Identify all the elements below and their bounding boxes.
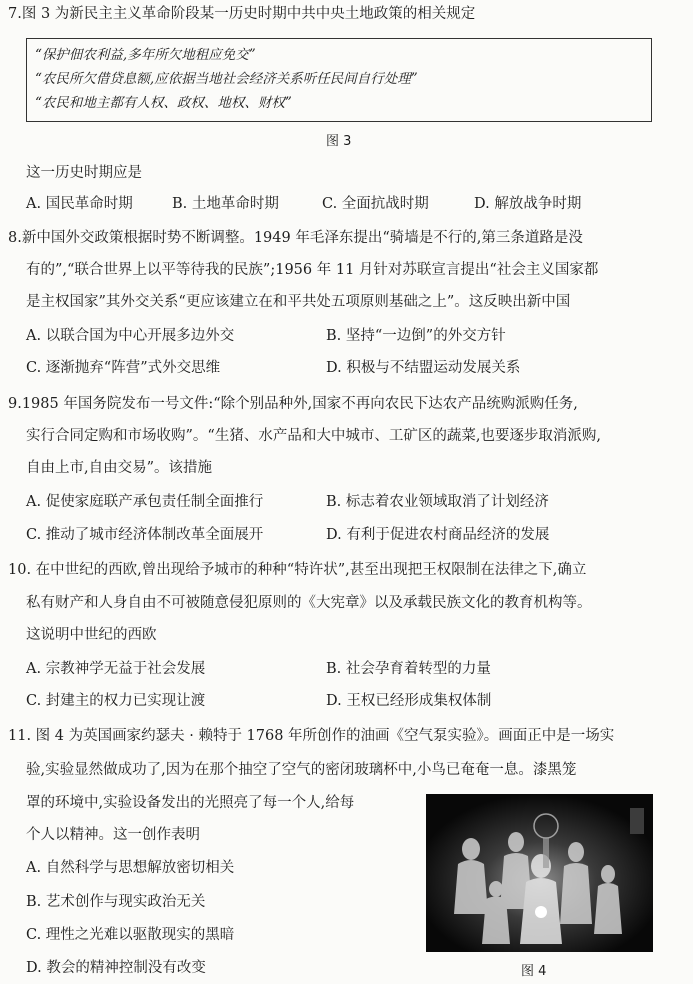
q7-option-d[interactable]: D. 解放战争时期	[474, 196, 582, 212]
q10-line-1: 10. 在中世纪的西欧,曾出现给予城市的种种“特许状”,甚至出现把王权限制在法律之下,确立	[8, 562, 587, 578]
q9-option-c[interactable]: C. 推动了城市经济体制改革全面展开	[26, 527, 264, 543]
q9-option-d[interactable]: D. 有利于促进农村商品经济的发展	[326, 527, 550, 543]
figure-4-caption: 图 4	[521, 964, 547, 979]
q7-option-c[interactable]: C. 全面抗战时期	[322, 196, 429, 212]
q8-line-2: 有的”,“联合世界上以平等待我的民族”;1956 年 11 月针对苏联宣言提出“社会主义国家都	[26, 262, 599, 278]
q10-option-a[interactable]: A. 宗教神学无益于社会发展	[26, 661, 206, 677]
q11-option-b[interactable]: B. 艺术创作与现实政治无关	[26, 894, 206, 910]
q11-line-4: 个人以精神。这一创作表明	[26, 827, 200, 843]
q11-option-a[interactable]: A. 自然科学与思想解放密切相关	[26, 860, 235, 876]
q9-option-a[interactable]: A. 促使家庭联产承包责任制全面推行	[26, 494, 264, 510]
q7-option-b[interactable]: B. 土地革命时期	[172, 196, 279, 212]
q8-option-a[interactable]: A. 以联合国为中心开展多边外交	[26, 328, 235, 344]
q10-line-3: 这说明中世纪的西欧	[26, 627, 157, 643]
q11-option-c[interactable]: C. 理性之光难以驱散现实的黑暗	[26, 927, 235, 943]
q7-quote-3: “农民和地主都有人权、政权、地权、财权”	[35, 95, 292, 111]
q10-option-c[interactable]: C. 封建主的权力已实现让渡	[26, 693, 206, 709]
q7-stem: 7.图 3 为新民主主义革命阶段某一历史时期中共中央土地政策的相关规定	[8, 6, 476, 22]
figure-3-caption: 图 3	[326, 134, 352, 149]
q7-question: 这一历史时期应是	[26, 165, 142, 181]
q11-line-1: 11. 图 4 为英国画家约瑟夫 · 赖特于 1768 年所创作的油画《空气泵实验》。画面正中是一场实	[8, 728, 615, 744]
q8-option-c[interactable]: C. 逐渐抛弃“阵营”式外交思维	[26, 360, 221, 376]
q9-line-3: 自由上市,自由交易”。该措施	[26, 460, 213, 476]
q11-line-2: 验,实验显然做成功了,因为在那个抽空了空气的密闭玻璃杯中,小鸟已奄奄一息。漆黑笼	[26, 762, 577, 778]
q8-option-b[interactable]: B. 坚持“一边倒”的外交方针	[326, 328, 506, 344]
q8-option-d[interactable]: D. 积极与不结盟运动发展关系	[326, 360, 521, 376]
q11-option-d[interactable]: D. 教会的精神控制没有改变	[26, 960, 206, 976]
q9-line-1: 9.1985 年国务院发布一号文件:“除个别品种外,国家不再向农民下达农产品统购派购任务,	[8, 396, 578, 412]
painting-illustration	[426, 794, 653, 952]
q7-policy-box	[26, 38, 652, 122]
air-pump-painting-image	[426, 794, 653, 952]
q9-option-b[interactable]: B. 标志着农业领域取消了计划经济	[326, 494, 549, 510]
q7-option-a[interactable]: A. 国民革命时期	[26, 196, 133, 212]
q10-option-d[interactable]: D. 王权已经形成集权体制	[326, 693, 492, 709]
q8-line-1: 8.新中国外交政策根据时势不断调整。1949 年毛泽东提出“骑墙是不行的,第三条道路是没	[8, 230, 583, 246]
q7-quote-1: “保护佃农利益,多年所欠地租应免交”	[35, 47, 256, 63]
q8-line-3: 是主权国家”其外交关系“更应该建立在和平共处五项原则基础之上”。这反映出新中国	[26, 294, 571, 310]
q9-line-2: 实行合同定购和市场收购”。“生猪、水产品和大中城市、工矿区的蔬菜,也要逐步取消派购,	[26, 428, 602, 444]
q7-quote-2: “农民所欠借贷息额,应依据当地社会经济关系听任民间自行处理”	[35, 71, 418, 87]
q11-line-3: 罩的环境中,实验设备发出的光照亮了每一个人,给每	[26, 795, 355, 811]
q10-line-2: 私有财产和人身自由不可被随意侵犯原则的《大宪章》以及承载民族文化的教育机构等。	[26, 595, 592, 611]
q10-option-b[interactable]: B. 社会孕育着转型的力量	[326, 661, 491, 677]
